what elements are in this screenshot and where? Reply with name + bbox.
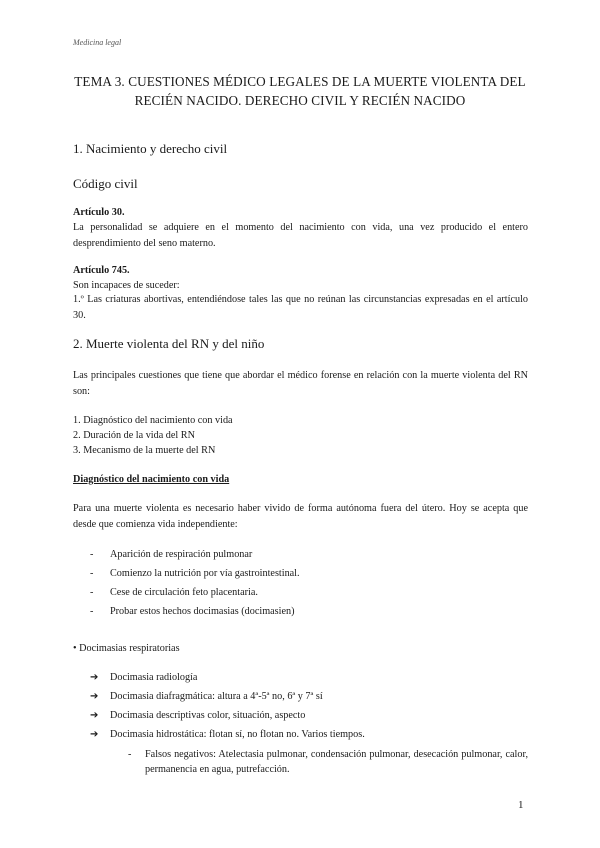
section-2-heading: 2. Muerte violenta del RN y del niño <box>73 336 265 351</box>
arrow-right-icon: ➔ <box>90 672 99 683</box>
arrow-item-text: Docimasia hidrostática: flotan sí, no flotan no. Varios tiempos. <box>110 729 365 740</box>
arrow-right-icon: ➔ <box>90 729 99 740</box>
arrow-list-item <box>90 729 365 740</box>
arrow-list-item <box>90 691 323 702</box>
arrow-list-item <box>90 672 197 683</box>
article-745-title: Artículo 745. <box>73 265 130 276</box>
dash-marker: - <box>90 568 94 579</box>
arrow-right-icon: ➔ <box>90 710 99 721</box>
running-header: Medicina legal <box>73 38 122 47</box>
dash-list-item <box>90 547 252 562</box>
dash-list-item <box>90 585 258 600</box>
arrow-right-icon: ➔ <box>90 691 99 702</box>
article-30-text: La personalidad se adquiere en el momento del nacimiento con vida, una vez producido el entero desprendimiento del seno materno. <box>73 222 528 249</box>
dash-marker: - <box>90 606 94 617</box>
list-item: 1. Diagnóstico del nacimiento con vida <box>73 415 233 426</box>
document-title: TEMA 3. CUESTIONES MÉDICO LEGALES DE LA MUERTE VIOLENTA DEL RECIÉN NACIDO. DERECHO CIVIL Y RECIÉN NACIDO <box>74 74 526 108</box>
article-30-title: Artículo 30. <box>73 207 125 218</box>
sub-dash-item <box>128 747 528 777</box>
list-item: 3. Mecanismo de la muerte del RN <box>73 445 216 456</box>
arrow-item-text: Docimasia diafragmática: altura a 4ª-5ª no, 6ª y 7ª sí <box>110 691 323 702</box>
arrow-item-text: Docimasia descriptivas color, situación, aspecto <box>110 710 306 721</box>
dash-item-text: Probar estos hechos docimasias (docimasien) <box>110 606 295 617</box>
diagnostico-text: Para una muerte violenta es necesario haber vivido de forma autónoma fuera del útero. Hoy se acepta que desde que comienza vida independiente: <box>73 503 528 530</box>
dash-marker: - <box>90 587 94 598</box>
arrow-item-text: Docimasia radiología <box>110 672 198 683</box>
section-1-heading: 1. Nacimiento y derecho civil <box>73 141 228 156</box>
dash-item-text: Comienzo la nutrición por vía gastrointestinal. <box>110 568 300 579</box>
docimasias-heading: • Docimasias respiratorias <box>73 643 180 654</box>
article-745-line-1: Son incapaces de suceder: <box>73 280 180 291</box>
codigo-civil-heading: Código civil <box>73 176 138 191</box>
arrow-list-item <box>90 710 305 721</box>
sub-dash-text: Falsos negativos: Atelectasia pulmonar, condensación pulmonar, desecación pulmonar, calor, permanencia en agua, putrefacción. <box>145 749 528 775</box>
dash-item-text: Cese de circulación feto placentaria. <box>110 587 258 598</box>
article-745-line-2: 1.º Las criaturas abortivas, entendiéndose tales las que no reúnan las circunstancias expresadas en el artículo 30. <box>73 294 528 321</box>
diagnostico-heading: Diagnóstico del nacimiento con vida <box>73 474 230 485</box>
dash-list-item <box>90 566 300 581</box>
dash-list-item <box>90 604 294 619</box>
dash-marker: - <box>128 749 132 760</box>
list-item: 2. Duración de la vida del RN <box>73 430 195 441</box>
dash-marker: - <box>90 549 94 560</box>
dash-item-text: Aparición de respiración pulmonar <box>110 549 253 560</box>
page-number: 1 <box>518 799 524 811</box>
section-2-intro: Las principales cuestiones que tiene que abordar el médico forense en relación con la muerte violenta del RN son: <box>73 370 528 397</box>
